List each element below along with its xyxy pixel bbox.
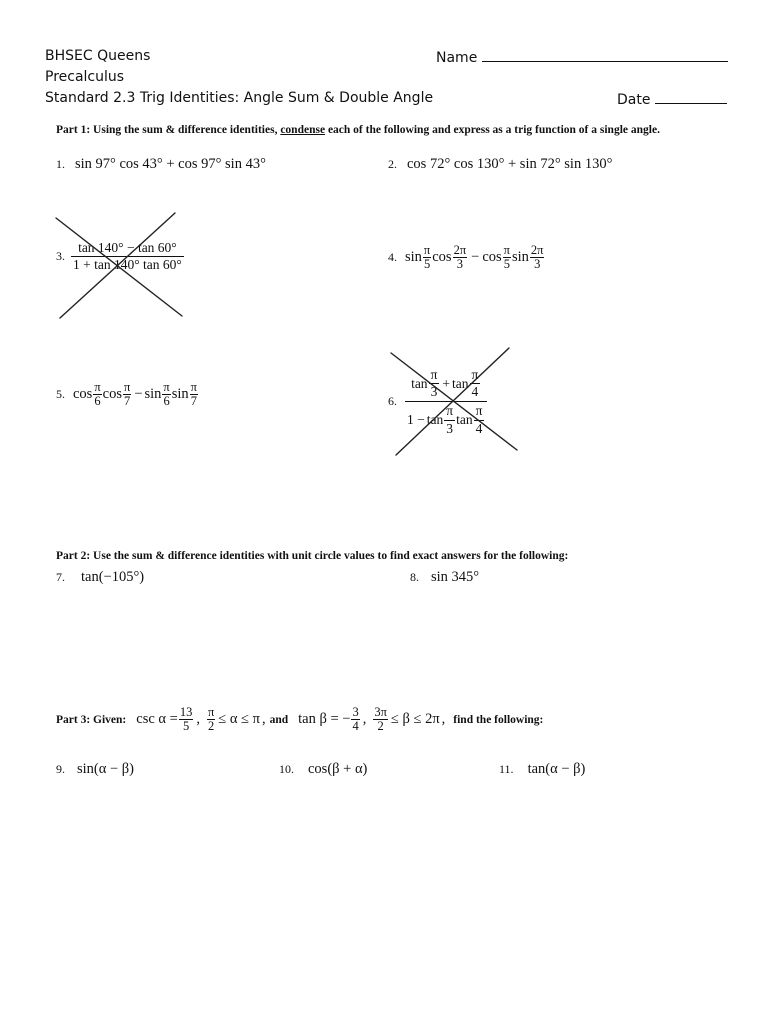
q6-one-minus: 1 − (407, 411, 425, 427)
part3-pi-over-2 (207, 706, 215, 733)
q9-number: 9. (56, 762, 65, 776)
question-10 (279, 760, 367, 778)
q4-frac-bottom: 5 (423, 257, 431, 272)
question-4 (388, 244, 545, 271)
q6-frac-pi-4-b (474, 403, 485, 436)
part3-csc-frac (179, 706, 194, 733)
q6-denominator (405, 401, 487, 437)
date-line (617, 90, 727, 108)
part3-beta-range: ≤ β ≤ 2π (390, 711, 440, 728)
question-2 (388, 155, 612, 173)
q2-expression: cos 72° cos 130° + sin 72° sin 130° (407, 156, 613, 172)
q2-number: 2. (388, 157, 397, 171)
q4-number: 4. (388, 250, 397, 265)
name-label: Name (436, 50, 478, 66)
q6-tan-3: tan (426, 411, 444, 427)
part3-given (56, 706, 543, 733)
q4-frac-bottom: 3 (453, 257, 468, 271)
q10-expression: cos(β + α) (308, 761, 368, 777)
part3-given-label: Part 3: Given: (56, 713, 127, 726)
q1-expression: sin 97° cos 43° + cos 97° sin 43° (75, 156, 266, 172)
date-label: Date (617, 92, 651, 108)
q6-frac-bottom: 3 (429, 383, 440, 400)
question-8 (410, 568, 479, 586)
threepi2-frac-top: 3π (374, 705, 387, 719)
part3-and-label: and (269, 713, 289, 726)
threepi2-frac-bottom: 2 (373, 719, 388, 733)
question-3 (56, 240, 185, 273)
q5-sin-1: sin (144, 386, 162, 403)
q5-frac-top: π (124, 380, 131, 394)
school-name: BHSEC Queens (45, 48, 151, 64)
standard-title: Standard 2.3 Trig Identities: Angle Sum & Double Angle (45, 90, 434, 106)
q6-frac-top: π (446, 403, 454, 419)
q6-number: 6. (388, 394, 397, 409)
question-7 (56, 568, 144, 586)
q9-expression: sin(α − β) (77, 761, 134, 777)
q5-cos-1: cos (73, 386, 93, 403)
q4-frac-top: 2π (530, 243, 544, 257)
part3-find-label: find the following: (453, 713, 544, 726)
q4-frac-top: π (423, 243, 431, 257)
part3-3pi-over-2 (373, 706, 388, 733)
q6-tan-4: tan (456, 411, 473, 427)
q5-frac-bottom: 7 (190, 394, 197, 409)
q5-frac-bottom: 6 (163, 394, 170, 409)
q3-denominator: 1 + tan 140° tan 60° (73, 257, 182, 273)
q11-expression: tan(α − β) (527, 761, 586, 777)
q6-frac-top: π (430, 367, 438, 382)
q6-frac-pi-3-a (429, 367, 440, 400)
q6-frac-top: π (471, 367, 479, 382)
part3-comma-2: , (261, 711, 266, 728)
part3-comma-3: , (362, 711, 367, 728)
q5-frac-bottom: 6 (94, 394, 101, 409)
q5-minus: − (134, 386, 143, 403)
date-blank[interactable] (655, 90, 727, 104)
q5-frac-bottom: 7 (124, 394, 131, 409)
q8-number: 8. (410, 570, 419, 584)
tan-frac-top: 3 (352, 705, 359, 719)
question-9 (56, 760, 134, 778)
q4-frac-pi-5-a (423, 244, 431, 271)
q8-expression: sin 345° (431, 569, 480, 585)
q5-frac-pi-7-b (190, 381, 198, 408)
q6-frac-bottom: 4 (470, 383, 481, 400)
part2-instructions: Part 2: Use the sum & difference identities with unit circle values to find exact answers for the following: (56, 550, 569, 562)
csc-frac-bottom: 5 (179, 719, 194, 733)
q6-numerator (405, 366, 487, 401)
q4-cos-2: cos (482, 249, 502, 266)
question-6 (388, 366, 488, 438)
question-5 (56, 381, 199, 408)
q4-sin-2: sin (511, 249, 529, 266)
q4-cos-1: cos (432, 249, 452, 266)
q4-frac-bottom: 3 (530, 257, 545, 271)
q6-tan-2: tan (452, 375, 469, 391)
q5-frac-top: π (163, 380, 170, 394)
csc-frac-top: 13 (179, 705, 193, 719)
question-11 (499, 760, 585, 778)
q11-number: 11. (499, 762, 514, 776)
q5-frac-pi-6-b (162, 381, 170, 408)
q4-sin-1: sin (405, 249, 422, 266)
q6-frac-top: π (475, 403, 483, 419)
pi2-frac-bottom: 2 (207, 719, 215, 734)
q1-number: 1. (56, 157, 65, 171)
q6-frac-bottom: 3 (444, 420, 455, 437)
q7-expression: tan(−105°) (81, 569, 145, 585)
q3-number: 3. (56, 249, 65, 264)
question-1 (56, 155, 266, 173)
part3-comma-4: , (441, 711, 446, 728)
part3-alpha-range: ≤ α ≤ π (218, 711, 260, 728)
q6-tan-1: tan (411, 375, 428, 391)
part1-instr-underlined: condense (280, 124, 326, 136)
q4-frac-bottom: 5 (503, 257, 510, 272)
q5-sin-2: sin (171, 386, 189, 403)
q7-number: 7. (56, 570, 65, 584)
q5-frac-top: π (94, 380, 101, 394)
part1-instructions (56, 124, 660, 136)
q4-frac-pi-5-b (503, 244, 511, 271)
q5-number: 5. (56, 387, 65, 402)
q6-frac-bottom: 4 (474, 420, 485, 437)
part1-instr-b: each of the following and express as a trig function of a single angle. (325, 124, 660, 136)
q3-fraction (71, 240, 184, 273)
q4-frac-top: 2π (453, 243, 467, 257)
q6-plus: + (442, 375, 451, 391)
q5-frac-pi-7-a (123, 381, 131, 408)
q5-cos-2: cos (102, 386, 122, 403)
q10-number: 10. (279, 762, 294, 776)
part3-tan-frac (351, 706, 359, 733)
q6-frac-pi-4-a (470, 367, 481, 400)
part3-comma-1: , (196, 711, 200, 728)
name-blank[interactable] (482, 48, 728, 62)
q4-frac-top: π (503, 243, 510, 257)
name-line (436, 48, 728, 66)
q6-frac-pi-3-b (444, 403, 455, 436)
course-name: Precalculus (45, 69, 125, 85)
part1-instr-a: Part 1: Using the sum & difference identities, (56, 124, 281, 136)
part3-tan: tan β = − (298, 711, 351, 728)
q5-frac-top: π (190, 380, 197, 394)
q3-numerator: tan 140° − tan 60° (78, 240, 177, 255)
q4-minus: − (471, 249, 480, 266)
q4-frac-2pi-3-a (453, 244, 468, 271)
tan-frac-bottom: 4 (352, 719, 359, 734)
q6-fraction (405, 366, 487, 438)
part3-csc: csc α = (136, 711, 178, 728)
pi2-frac-top: π (207, 705, 215, 719)
q4-frac-2pi-3-b (530, 244, 545, 271)
q5-frac-pi-6-a (93, 381, 101, 408)
